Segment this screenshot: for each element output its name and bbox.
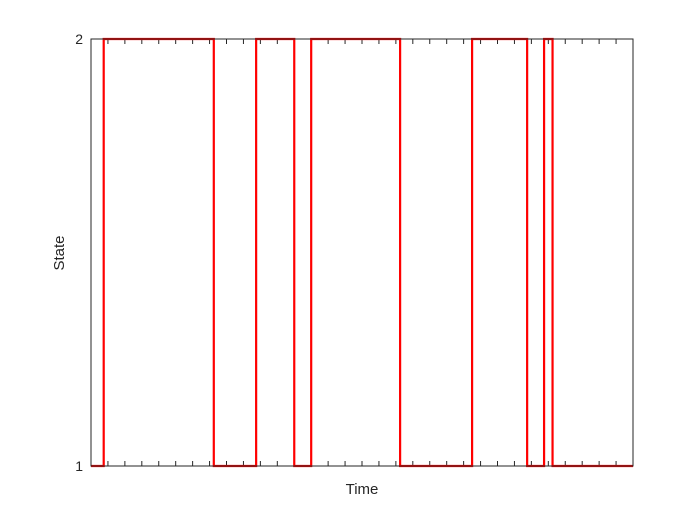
y-tick-label-top: 2	[75, 31, 83, 47]
y-tick-label-bottom: 1	[75, 458, 83, 474]
y-axis-label: State	[51, 235, 68, 271]
x-axis-label: Time	[345, 481, 379, 498]
